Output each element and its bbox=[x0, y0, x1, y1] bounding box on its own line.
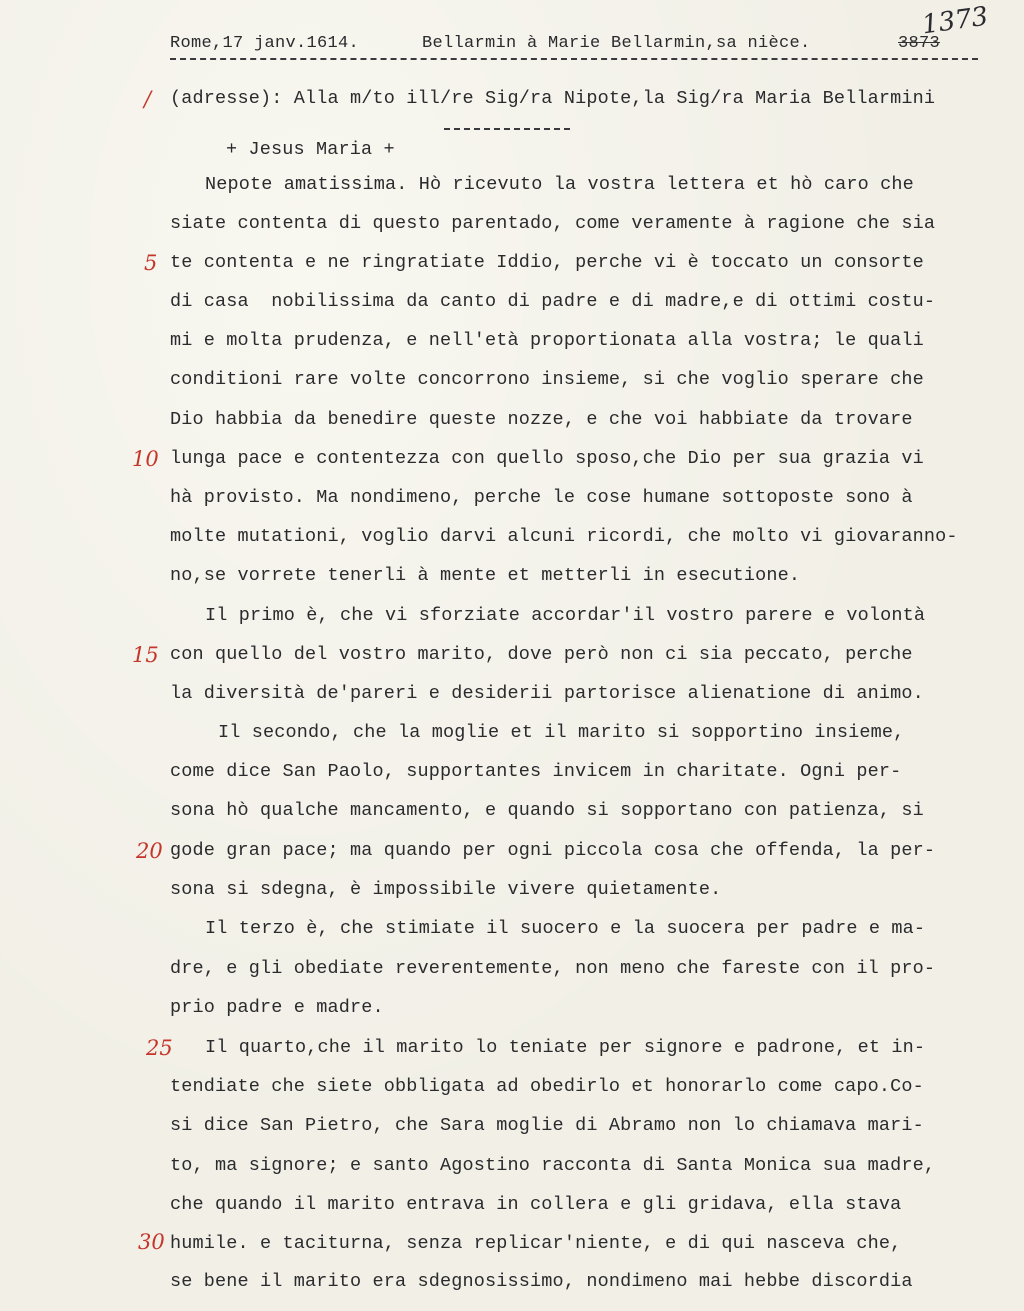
margin-line-number-10: 10 bbox=[132, 447, 159, 471]
text-line: Il terzo è, che stimiate il suocero e la suocera per padre e ma- bbox=[205, 918, 926, 939]
text-line: che quando il marito entrava in collera e gli gridava, ella stava bbox=[170, 1194, 902, 1215]
margin-line-number-5: 5 bbox=[144, 251, 158, 275]
place-date: Rome,17 janv.1614. bbox=[170, 34, 360, 53]
text-line: te contenta e ne ringratiate Iddio, perche vi è toccato un consorte bbox=[170, 252, 924, 273]
text-line: lunga pace e contentezza con quello sposo,che Dio per sua grazia vi bbox=[170, 448, 924, 469]
margin-line-number-25: 25 bbox=[146, 1036, 173, 1060]
text-line: Dio habbia da benedire queste nozze, e che voi habbiate da trovare bbox=[170, 409, 913, 430]
text-line: prio padre e madre. bbox=[170, 997, 384, 1018]
text-line: tendiate che siete obbligata ad obedirlo et honorarlo come capo.Co- bbox=[170, 1076, 924, 1097]
document-header bbox=[170, 34, 990, 60]
address-divider bbox=[444, 128, 570, 130]
text-line: no,se vorrete tenerli à mente et metterli in esecutione. bbox=[170, 565, 801, 586]
text-line: humile. e taciturna, senza replicar'niente, e di qui nasceva che, bbox=[170, 1233, 902, 1254]
text-line: come dice San Paolo, supportantes invicem in charitate. Ogni per- bbox=[170, 761, 902, 782]
margin-line-number-30: 30 bbox=[138, 1230, 165, 1254]
letter-title: Bellarmin à Marie Bellarmin,sa nièce. bbox=[422, 34, 811, 53]
typed-reference-number: 3873 bbox=[898, 34, 941, 53]
text-line: Il quarto,che il marito lo teniate per signore e padrone, et in- bbox=[205, 1037, 926, 1058]
text-line: Nepote amatissima. Hò ricevuto la vostra lettera et hò caro che bbox=[205, 174, 914, 195]
text-line: si dice San Pietro, che Sara moglie di Abramo non lo chiamava mari- bbox=[170, 1115, 924, 1136]
text-line: siate contenta di questo parentado, come veramente à ragione che sia bbox=[170, 213, 936, 234]
text-line: Il secondo, che la moglie et il marito si sopportino insieme, bbox=[218, 722, 905, 743]
text-line: di casa nobilissima da canto di padre e di madre,e di ottimi costu- bbox=[170, 291, 936, 312]
text-line: mi e molta prudenza, e nell'età proportionata alla vostra; le quali bbox=[170, 330, 924, 351]
margin-line-number-15: 15 bbox=[132, 643, 159, 667]
text-line: se bene il marito era sdegnosissimo, nondimeno mai hebbe discordia bbox=[170, 1271, 913, 1292]
text-line: (adresse): Alla m/to ill/re Sig/ra Nipote,la Sig/ra Maria Bellarmini bbox=[170, 88, 936, 109]
text-line: la diversità de'pareri e desiderii partorisce alienatione di animo. bbox=[170, 683, 924, 704]
margin-line-number-20: 20 bbox=[136, 839, 163, 863]
text-line: gode gran pace; ma quando per ogni piccola cosa che offenda, la per- bbox=[170, 840, 936, 861]
text-line: sona si sdegna, è impossibile vivere quietamente. bbox=[170, 879, 722, 900]
text-line: conditioni rare volte concorrono insieme, si che voglio sperare che bbox=[170, 369, 924, 390]
text-line: to, ma signore; e santo Agostino racconta di Santa Monica sua madre, bbox=[170, 1155, 936, 1176]
text-line: molte mutationi, voglio darvi alcuni ricordi, che molto vi giovaranno- bbox=[170, 526, 958, 547]
text-line: Il primo è, che vi sforziate accordar'il vostro parere e volontà bbox=[205, 605, 926, 626]
text-line: dre, e gli obediate reverentemente, non meno che fareste con il pro- bbox=[170, 958, 936, 979]
handwritten-reference-number: 1373 bbox=[920, 1, 990, 41]
text-line: con quello del vostro marito, dove però non ci sia peccato, perche bbox=[170, 644, 913, 665]
text-line: hà provisto. Ma nondimeno, perche le cose humane sottoposte sono à bbox=[170, 487, 913, 508]
address-marker: / bbox=[144, 87, 152, 111]
salutation-heading: + Jesus Maria + bbox=[226, 139, 395, 160]
text-line: sona hò qualche mancamento, e quando si sopportano con patienza, si bbox=[170, 800, 924, 821]
header-divider bbox=[170, 58, 978, 60]
